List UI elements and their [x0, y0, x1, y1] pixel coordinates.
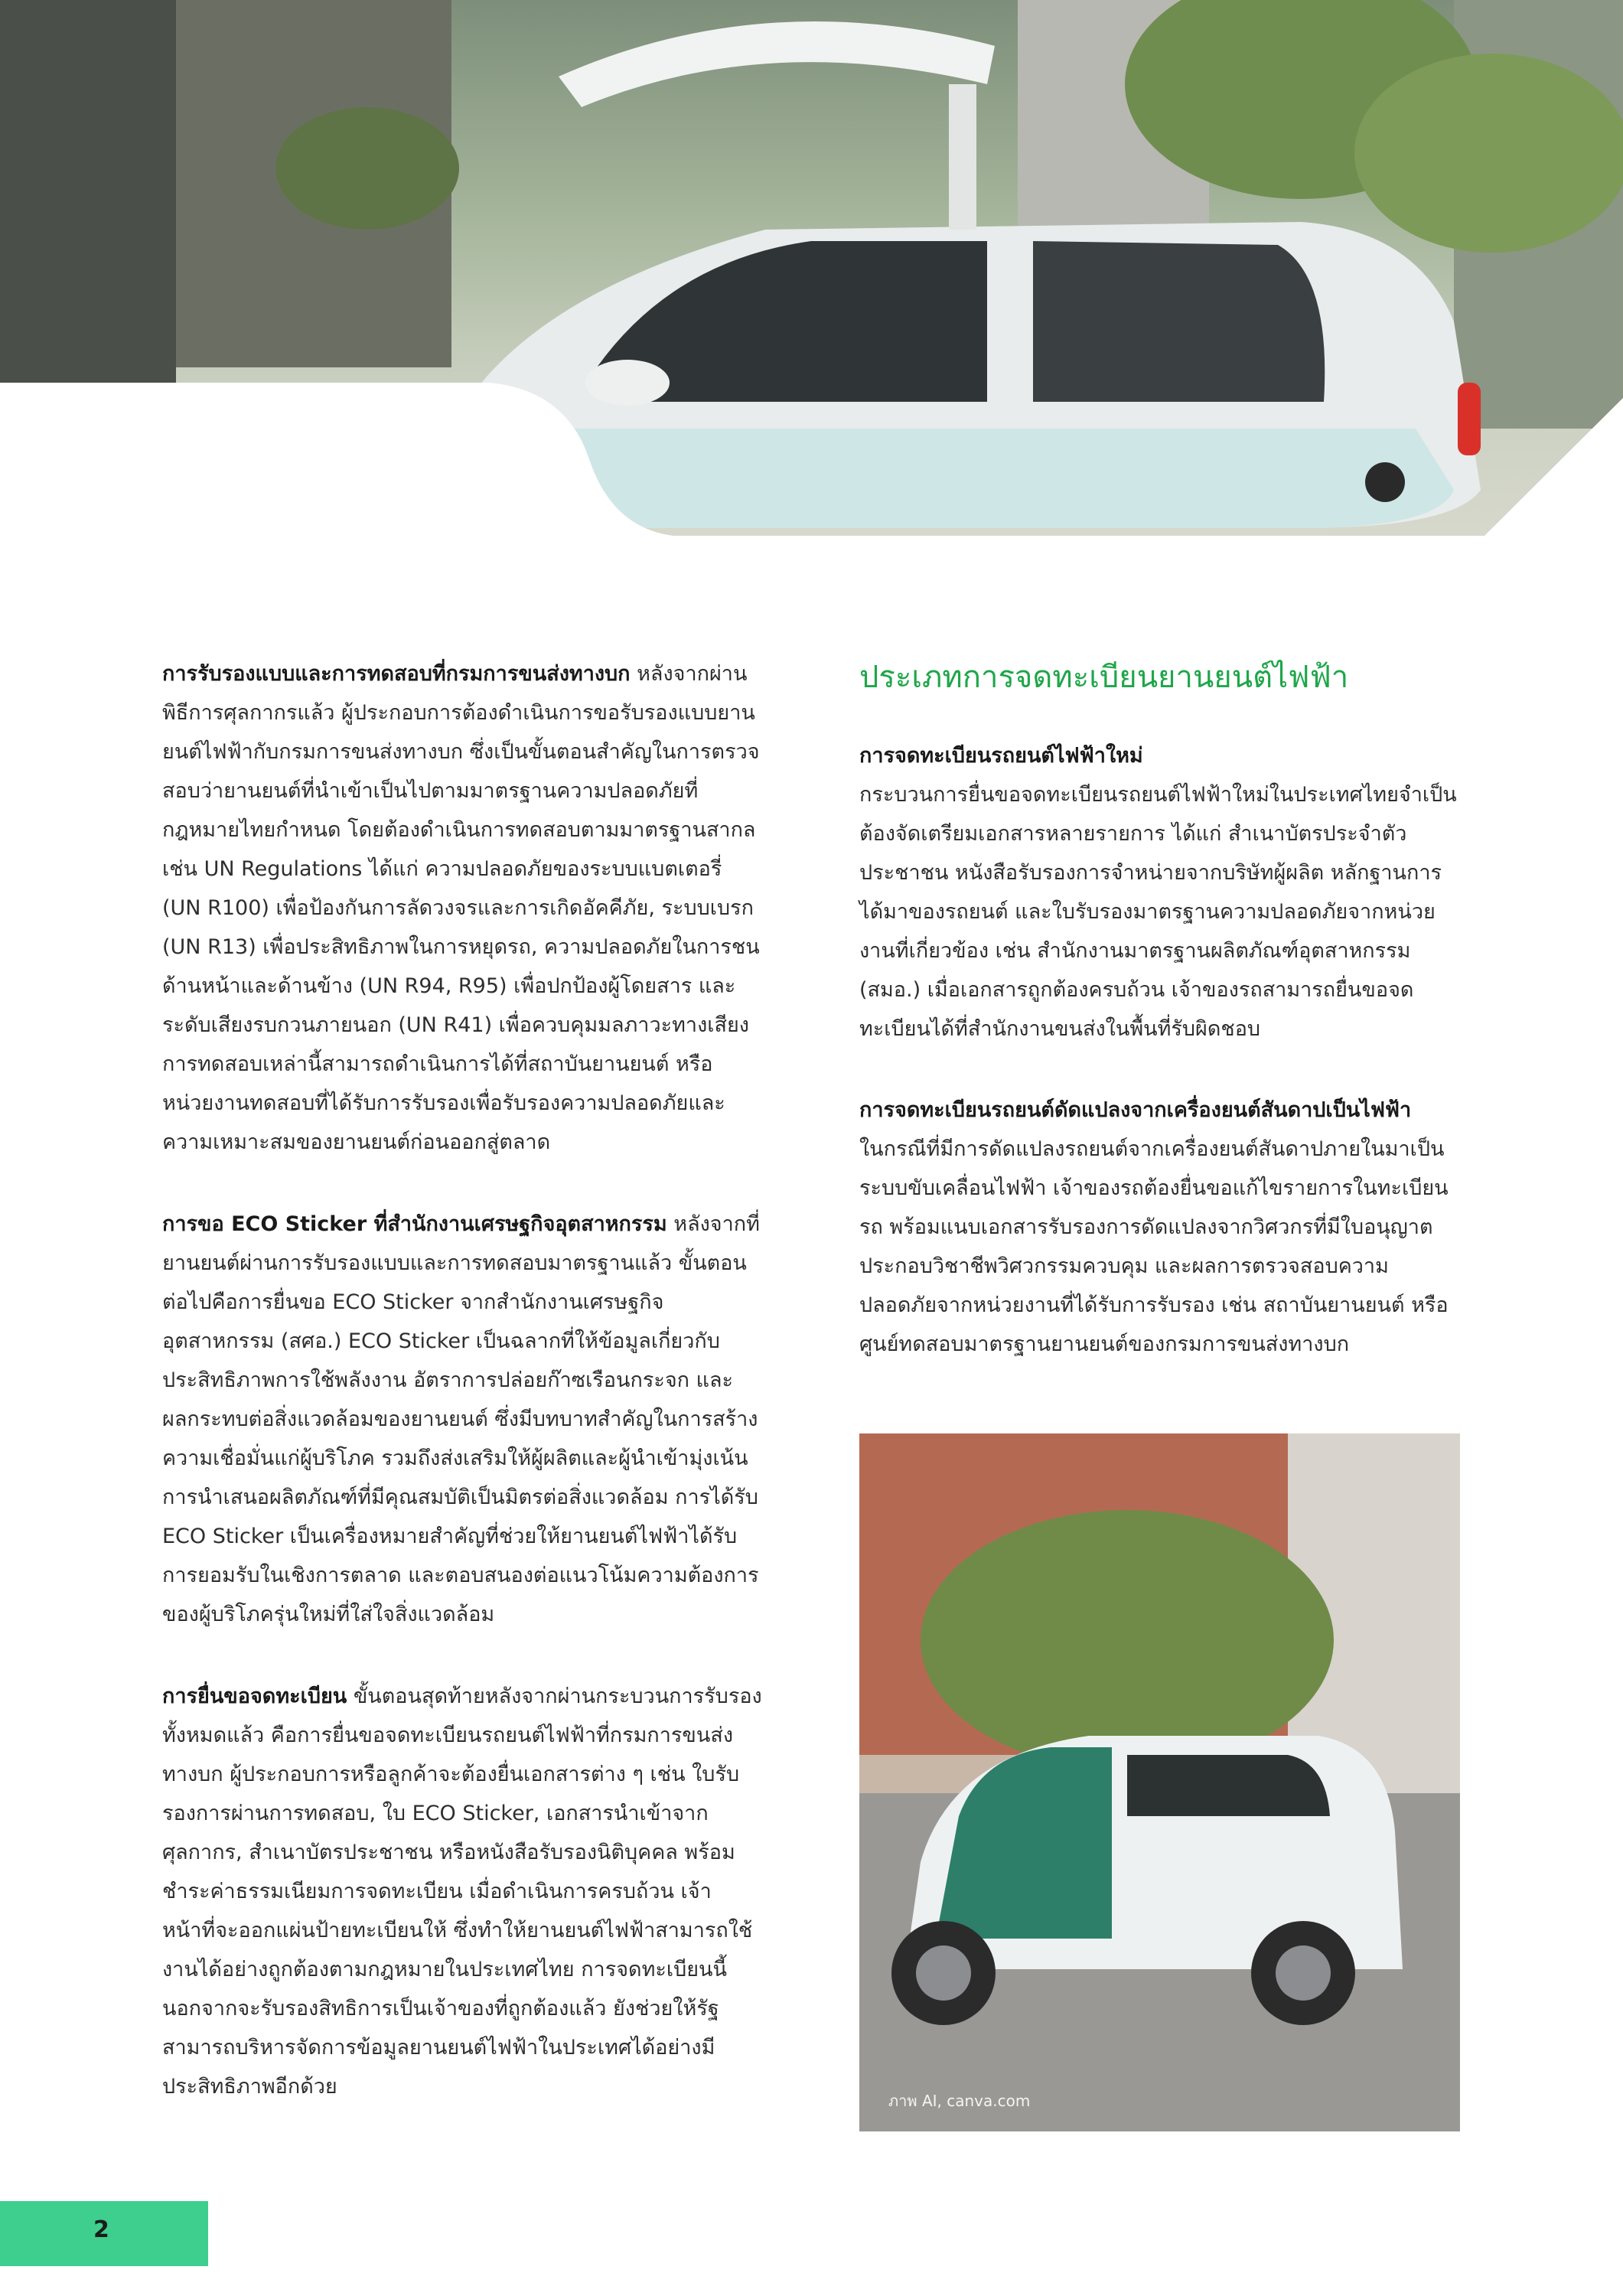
car-tail-light — [1458, 383, 1481, 455]
paragraph-heading: การรับรองแบบและการทดสอบที่กรมการขนส่งทางบก — [162, 662, 631, 686]
photo-car-rear-rim — [916, 1945, 971, 2001]
right-column — [859, 654, 1464, 1407]
paragraph-heading: การขอ ECO Sticker ที่สำนักงานเศรษฐกิจอุตสาหกรรม — [162, 1212, 667, 1236]
car-rear-window — [1033, 241, 1325, 402]
paragraph-body: ขั้นตอนสุดท้ายหลังจากผ่านกระบวนการรับรองทั้งหมดแล้ว คือการยื่นขอจดทะเบียนรถยนต์ไฟฟ้าที่กรมการขนส่งทางบก ผู้ประกอบการหรือลูกค้าจะต้องยื่นเอกสารต่าง ๆ เช่น ใบรับรองการผ่านการทดสอบ, ใบ ECO Sticker, เอกสารนำเข้าจากศุลกากร, สำเนาบัตรประชาชน หรือหนังสือรับรองนิติบุคคล พร้อมชำระค่าธรรมเนียมการจดทะเบียน เมื่อดำเนินการครบถ้วน เจ้าหน้าที่จะออกแผ่นป้ายทะเบียนให้ ซึ่งทำให้ยานยนต์ไฟฟ้าสามารถใช้งานได้อย่างถูกต้องตามกฎหมายในประเทศไทย การจดทะเบียนนี้นอกจากจะรับรองสิทธิการเป็นเจ้าของที่ถูกต้องแล้ว ยังช่วยให้รัฐสามารถบริหารจัดการข้อมูลยานยนต์ไฟฟ้าในประเทศได้อย่างมีประสิทธิภาพอีกด้วย — [162, 1684, 762, 2099]
paragraph-type-approval — [162, 654, 763, 1162]
tree-foliage — [275, 107, 459, 230]
paragraph-new-ev: กระบวนการยื่นขอจดทะเบียนรถยนต์ไฟฟ้าใหม่ในประเทศไทยจำเป็นต้องจัดเตรียมเอกสารหลายรายการ ได้แก่ สำเนาบัตรประจำตัวประชาชน หนังสือรับรองการจำหน่ายจากบริษัทผู้ผลิต หลักฐานการได้มาของรถยนต์ และใบรับรองมาตรฐานความปลอดภัยจากหน่วยงานที่เกี่ยวข้อง เช่น สำนักงานมาตรฐานผลิตภัณฑ์อุตสาหกรรม (สมอ.) เมื่อเอกสารถูกต้องครบถ้วน เจ้าของรถสามารถยื่นขอจดทะเบียนได้ที่สำนักงานขนส่งในพื้นที่รับผิดชอบ — [859, 783, 1457, 1041]
photo-car-front-rim — [1276, 1945, 1331, 2001]
car-door-hinge — [949, 84, 976, 230]
photo-car-window — [1127, 1755, 1330, 1816]
page-number-tab — [0, 2201, 208, 2266]
paragraph-body: หลังจากผ่านพิธีการศุลกากรแล้ว ผู้ประกอบการต้องดำเนินการขอรับรองแบบยานยนต์ไฟฟ้ากับกรมการขนส่งทางบก ซึ่งเป็นขั้นตอนสำคัญในการตรวจสอบว่ายานยนต์ที่นำเข้าเป็นไปตามมาตรฐานความปลอดภัยที่กฎหมายไทยกำหนด โดยต้องดำเนินการทดสอบตามมาตรฐานสากล เช่น UN Regulations ได้แก่ ความปลอดภัยของระบบแบตเตอรี่ (UN R100) เพื่อป้องกันการลัดวงจรและการเกิดอัคคีภัย, ระบบเบรก (UN R13) เพื่อประสิทธิภาพในการหยุดรถ, ความปลอดภัยในการชนด้านหน้าและด้านข้าง (UN R94, R95) เพื่อปกป้องผู้โดยสาร และระดับเสียงรบกวนภายนอก (UN R41) เพื่อควบคุมมลภาวะทางเสียง การทดสอบเหล่านี้สามารถดำเนินการได้ที่สถาบันยานยนต์ หรือหน่วยงานทดสอบที่ได้รับการรับรองเพื่อรับรองความปลอดภัยและความเหมาะสมของยานยนต์ก่อนออกสู่ตลาด — [162, 662, 760, 1154]
hero-car-illustration — [0, 0, 1623, 536]
page-number: 2 — [93, 2216, 109, 2243]
paragraph-eco-sticker — [162, 1205, 763, 1634]
car-lower-body — [536, 429, 1454, 528]
section-title: ประเภทการจดทะเบียนยานยนต์ไฟฟ้า — [859, 660, 1349, 695]
tree-foliage — [1354, 54, 1623, 253]
paragraph-converted-ev: ในกรณีที่มีการดัดแปลงรถยนต์จากเครื่องยนต์สันดาปภายในมาเป็นระบบขับเคลื่อนไฟฟ้า เจ้าของรถต้องยื่นขอแก้ไขรายการในทะเบียนรถ พร้อมแนบเอกสารรับรองการดัดแปลงจากวิศวกรที่มีใบอนุญาตประกอบวิชาชีพวิศวกรรมควบคุม และผลการตรวจสอบความปลอดภัยจากหน่วยงานที่ได้รับการรับรอง เช่น สถาบันยานยนต์ หรือศูนย์ทดสอบมาตรฐานยานยนต์ของกรมการขนส่งทางบก — [859, 1137, 1449, 1356]
photo-caption: ภาพ AI, canva.com — [888, 2092, 1031, 2110]
ev-photo — [859, 1433, 1460, 2131]
paragraph-body: หลังจากที่ยานยนต์ผ่านการรับรองแบบและการทดสอบมาตรฐานแล้ว ขั้นตอนต่อไปคือการยื่นขอ ECO Sticker จากสำนักงานเศรษฐกิจอุตสาหกรรม (สศอ.) ECO Sticker เป็นฉลากที่ให้ข้อมูลเกี่ยวกับประสิทธิภาพการใช้พลังงาน อัตราการปล่อยก๊าซเรือนกระจก และผลกระทบต่อสิ่งแวดล้อมของยานยนต์ ซึ่งมีบทบาทสำคัญในการสร้างความเชื่อมั่นแก่ผู้บริโภค รวมถึงส่งเสริมให้ผู้ผลิตและผู้นำเข้ามุ่งเน้นการนำเสนอผลิตภัณฑ์ที่มีคุณสมบัติเป็นมิตรต่อสิ่งแวดล้อม การได้รับ ECO Sticker เป็นเครื่องหมายสำคัญที่ช่วยให้ยานยนต์ไฟฟ้าได้รับการยอมรับในเชิงการตลาด และตอบสนองต่อแนวโน้มความต้องการของผู้บริโภครุ่นใหม่ที่ใส่ใจสิ่งแวดล้อม — [162, 1212, 760, 1626]
subsection-title-new-ev: การจดทะเบียนรถยนต์ไฟฟ้าใหม่ — [859, 744, 1143, 768]
subsection-title-converted-ev: การจดทะเบียนรถยนต์ดัดแปลงจากเครื่องยนต์สันดาปเป็นไฟฟ้า — [859, 1098, 1412, 1122]
car-gull-wing-door — [559, 21, 995, 107]
ev-street-illustration — [859, 1433, 1460, 2131]
paragraph-heading: การยื่นขอจดทะเบียน — [162, 1684, 347, 1708]
car-side-mirror — [585, 360, 670, 406]
photo-tree — [921, 1510, 1334, 1770]
hero-image — [0, 0, 1623, 536]
paragraph-registration — [162, 1677, 763, 2106]
car-fuel-cap — [1365, 462, 1405, 502]
left-column — [162, 654, 763, 2149]
background-building — [0, 0, 176, 383]
